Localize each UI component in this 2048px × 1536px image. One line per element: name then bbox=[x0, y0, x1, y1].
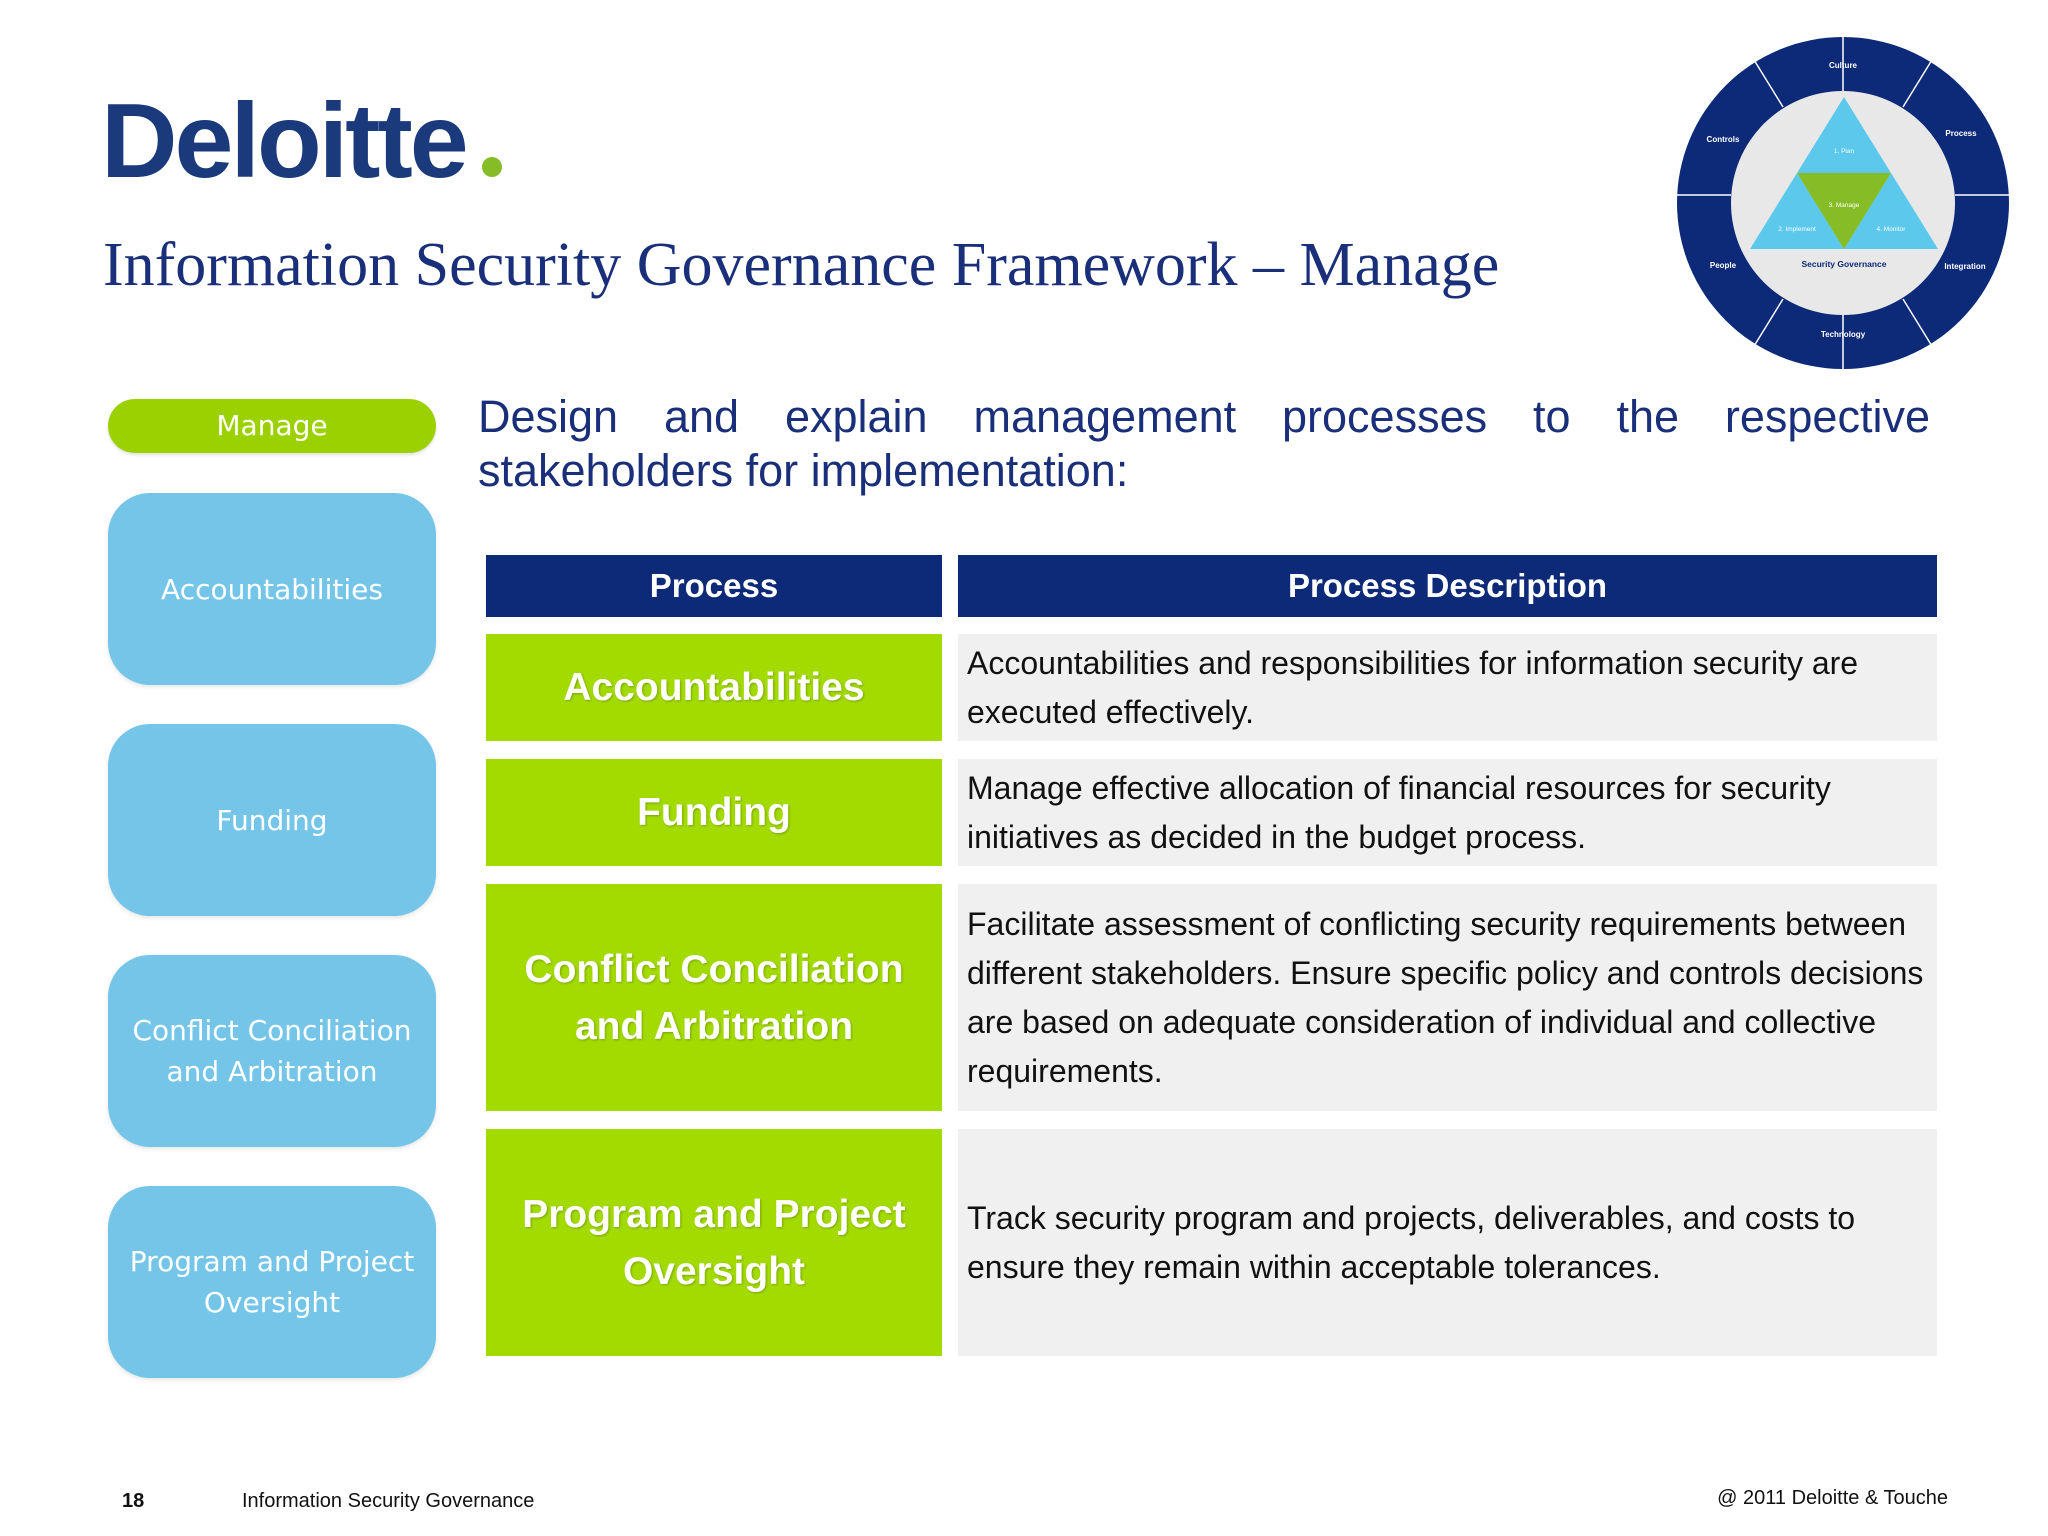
intro-text: Design and explain management processes to the respective stakeholders for implementation: bbox=[478, 391, 1930, 496]
label-plan: 1. Plan bbox=[1833, 148, 1855, 155]
nav-manage-active[interactable]: Manage bbox=[108, 399, 436, 453]
label-manage: 3. Manage bbox=[1828, 202, 1860, 209]
label-process: Process bbox=[1945, 129, 1977, 138]
process-program-oversight: Program and Project Oversight bbox=[486, 1129, 942, 1356]
label-controls: Controls bbox=[1706, 135, 1740, 144]
nav-item-conflict-conciliation[interactable]: Conflict Conciliation and Arbitration bbox=[108, 955, 436, 1147]
logo-dot bbox=[482, 157, 502, 177]
header-process: Process bbox=[486, 555, 942, 617]
page-title: Information Security Governance Framework – Manage bbox=[103, 231, 1500, 299]
process-funding: Funding bbox=[486, 759, 942, 866]
description-accountabilities: Accountabilities and responsibilities for information security are executed effectively. bbox=[958, 634, 1937, 741]
nav-item-program-oversight[interactable]: Program and Project Oversight bbox=[108, 1186, 436, 1378]
nav-item-accountabilities[interactable]: Accountabilities bbox=[108, 493, 436, 685]
process-accountabilities: Accountabilities bbox=[486, 634, 942, 741]
footer-copyright: @ 2011 Deloitte & Touche bbox=[1717, 1487, 1948, 1509]
footer-section: Information Security Governance bbox=[242, 1490, 535, 1512]
description-conflict-conciliation: Facilitate assessment of conflicting security requirements between different stakeholders. Ensure specific policy and controls decisions are based on adequate consideration of individual and collective requirements. bbox=[958, 884, 1937, 1111]
description-funding: Manage effective allocation of financial resources for security initiatives as decided in the budget process. bbox=[958, 759, 1937, 866]
header-process-description: Process Description bbox=[958, 555, 1937, 617]
label-security-governance: Security Governance bbox=[1801, 259, 1887, 269]
process-conflict-conciliation: Conflict Conciliation and Arbitration bbox=[486, 884, 942, 1111]
label-implement: 2. Implement bbox=[1778, 226, 1816, 233]
label-culture: Culture bbox=[1829, 61, 1857, 70]
page-number: 18 bbox=[122, 1490, 145, 1512]
label-people: People bbox=[1709, 261, 1737, 270]
deloitte-logo: Deloitte bbox=[101, 82, 466, 200]
label-monitor: 4. Monitor bbox=[1876, 226, 1906, 233]
nav-item-funding[interactable]: Funding bbox=[108, 724, 436, 916]
framework-wheel-diagram bbox=[1675, 35, 2011, 371]
label-technology: Technology bbox=[1820, 330, 1866, 339]
description-program-oversight: Track security program and projects, deliverables, and costs to ensure they remain within acceptable tolerances. bbox=[958, 1129, 1937, 1356]
label-integration: Integration bbox=[1944, 262, 1986, 271]
